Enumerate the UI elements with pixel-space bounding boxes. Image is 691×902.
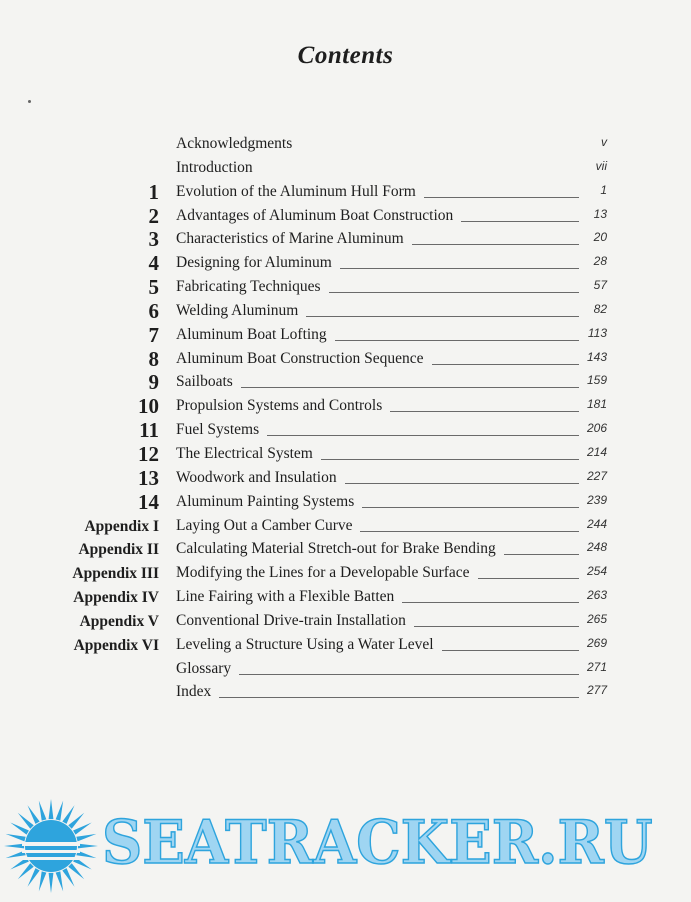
dot-leader	[340, 267, 579, 269]
chapter-number: 9	[148, 370, 159, 395]
sun-ray	[10, 823, 29, 835]
page-number: vii	[595, 158, 607, 173]
toc-entry	[0, 348, 691, 372]
entry-title: Line Fairing with a Flexible Batten	[176, 588, 395, 606]
chapter-number: 5	[148, 275, 159, 300]
entry-title: Woodwork and Insulation	[176, 468, 337, 486]
sun-ray	[76, 834, 96, 842]
dot-leader	[504, 553, 579, 555]
sun-ray	[62, 868, 74, 887]
sun-ray	[49, 799, 54, 819]
entry-title: Welding Aluminum	[176, 301, 299, 319]
page-number: 277	[586, 683, 607, 698]
dot-leader	[414, 625, 579, 627]
chapter-number: 13	[138, 465, 159, 490]
page-number: 143	[586, 349, 607, 364]
chapter-number: 4	[148, 251, 159, 276]
page-number: 227	[586, 468, 607, 483]
dot-leader	[345, 482, 579, 484]
sun-ray	[73, 823, 92, 835]
sun-icon	[0, 790, 102, 902]
toc-entry	[0, 634, 691, 658]
dot-leader	[424, 196, 579, 198]
dot-leader	[335, 339, 579, 341]
toc-entry	[0, 443, 691, 467]
dot-leader	[412, 243, 579, 245]
sun-ray	[68, 813, 84, 829]
dot-leader	[321, 458, 579, 460]
entry-title: Propulsion Systems and Controls	[176, 397, 383, 415]
page-number: 239	[586, 492, 607, 507]
sun-ray	[62, 805, 74, 824]
page-number: 159	[586, 373, 607, 388]
toc-entry	[0, 610, 691, 634]
entry-title: Acknowledgments	[176, 135, 293, 152]
page-number: 248	[586, 540, 607, 555]
toc-entry	[0, 586, 691, 610]
toc-entry	[0, 276, 691, 300]
entry-title: Laying Out a Camber Curve	[176, 516, 353, 534]
page-number: 20	[593, 230, 607, 245]
page-number: 271	[586, 659, 607, 674]
page-number: 214	[586, 444, 607, 459]
page-title: Contents	[297, 42, 394, 69]
chapter-number: 7	[148, 322, 159, 347]
toc-entry	[0, 681, 691, 705]
dot-leader	[329, 291, 579, 293]
sun-ray	[18, 813, 34, 829]
toc-entry	[0, 467, 691, 491]
entry-title: Evolution of the Aluminum Hull Form	[176, 182, 416, 200]
chapter-number: 3	[148, 227, 159, 252]
page-number: 13	[593, 206, 607, 221]
toc-entry	[0, 562, 691, 586]
entry-title: Glossary	[176, 659, 232, 677]
appendix-number: Appendix VI	[73, 636, 159, 654]
scan-speck	[28, 100, 31, 103]
chapter-number: 8	[148, 346, 159, 371]
dot-leader	[478, 577, 579, 579]
dot-leader	[267, 434, 579, 436]
appendix-number: Appendix III	[72, 565, 159, 583]
toc-entry	[0, 395, 691, 419]
chapter-number: 10	[138, 394, 159, 419]
table-of-contents	[0, 133, 691, 705]
sun-ray	[49, 873, 54, 893]
sun-ray	[78, 844, 98, 849]
chapter-number: 11	[139, 418, 159, 443]
page-number: v	[601, 135, 607, 149]
dot-leader	[432, 363, 579, 365]
dot-leader	[442, 649, 579, 651]
dot-leader	[461, 220, 579, 222]
appendix-number: Appendix I	[84, 517, 159, 535]
toc-entry	[0, 157, 691, 181]
page-number: 57	[593, 278, 607, 293]
entry-title: Sailboats	[176, 373, 233, 391]
sun-ray	[28, 805, 40, 824]
dot-leader	[402, 601, 579, 603]
toc-entry	[0, 300, 691, 324]
dot-leader	[219, 696, 579, 698]
toc-entry	[0, 371, 691, 395]
watermark	[0, 790, 691, 902]
page-number: 82	[593, 301, 607, 316]
page-number: 263	[586, 588, 607, 603]
toc-entry	[0, 491, 691, 515]
toc-entry	[0, 515, 691, 539]
page-number: 28	[593, 254, 607, 269]
toc-entry	[0, 324, 691, 348]
sun-ray	[56, 801, 64, 821]
entry-title: The Electrical System	[176, 444, 313, 462]
entry-title: Leveling a Structure Using a Water Level	[176, 635, 434, 653]
page-number: 265	[586, 611, 607, 626]
toc-entry	[0, 205, 691, 229]
appendix-number: Appendix IV	[73, 589, 159, 607]
dot-leader	[360, 530, 579, 532]
entry-title: Aluminum Boat Construction Sequence	[176, 349, 424, 367]
sun-ray	[28, 868, 40, 887]
page-number: 254	[586, 564, 607, 579]
dot-leader	[390, 410, 579, 412]
page-number: 113	[587, 325, 607, 340]
page-number: 244	[586, 516, 607, 531]
entry-title: Fuel Systems	[176, 421, 260, 439]
toc-entry	[0, 419, 691, 443]
appendix-number: Appendix V	[79, 612, 159, 630]
dot-leader	[362, 506, 579, 508]
entry-title: Characteristics of Marine Aluminum	[176, 230, 404, 248]
chapter-number: 2	[148, 203, 159, 228]
sun-ray	[56, 871, 64, 891]
chapter-number: 12	[138, 441, 159, 466]
appendix-number: Appendix II	[78, 541, 159, 559]
toc-entry	[0, 181, 691, 205]
dot-leader	[241, 386, 579, 388]
sun-ray	[39, 871, 47, 891]
entry-title: Calculating Material Stretch-out for Brake Bending	[176, 540, 496, 558]
toc-entry	[0, 228, 691, 252]
entry-title: Index	[176, 683, 212, 701]
chapter-number: 1	[148, 179, 159, 204]
entry-title: Introduction	[176, 158, 253, 176]
entry-title: Designing for Aluminum	[176, 254, 332, 272]
chapter-number: 6	[148, 298, 159, 323]
entry-title: Fabricating Techniques	[176, 278, 321, 296]
entry-title: Modifying the Lines for a Developable Surface	[176, 564, 470, 582]
sun-ray	[4, 844, 24, 849]
entry-title: Aluminum Boat Lofting	[176, 325, 327, 343]
watermark-text: SEATRACKER.RU	[102, 808, 653, 878]
page-number: 181	[586, 397, 607, 412]
toc-entry	[0, 658, 691, 682]
dot-leader	[239, 673, 579, 675]
dot-leader	[306, 315, 579, 317]
sun-ray	[39, 801, 47, 821]
toc-entry	[0, 133, 691, 157]
sun-ray	[68, 863, 84, 879]
page-number: 1	[600, 182, 607, 197]
toc-entry	[0, 252, 691, 276]
chapter-number: 14	[138, 489, 159, 514]
entry-title: Conventional Drive-train Installation	[176, 611, 406, 629]
entry-title: Aluminum Painting Systems	[176, 492, 355, 510]
toc-entry	[0, 538, 691, 562]
sun-ray	[18, 863, 34, 879]
page-number: 269	[586, 635, 607, 650]
page-number: 206	[586, 421, 607, 436]
entry-title: Advantages of Aluminum Boat Construction	[176, 206, 454, 224]
sun-ray	[6, 834, 26, 842]
